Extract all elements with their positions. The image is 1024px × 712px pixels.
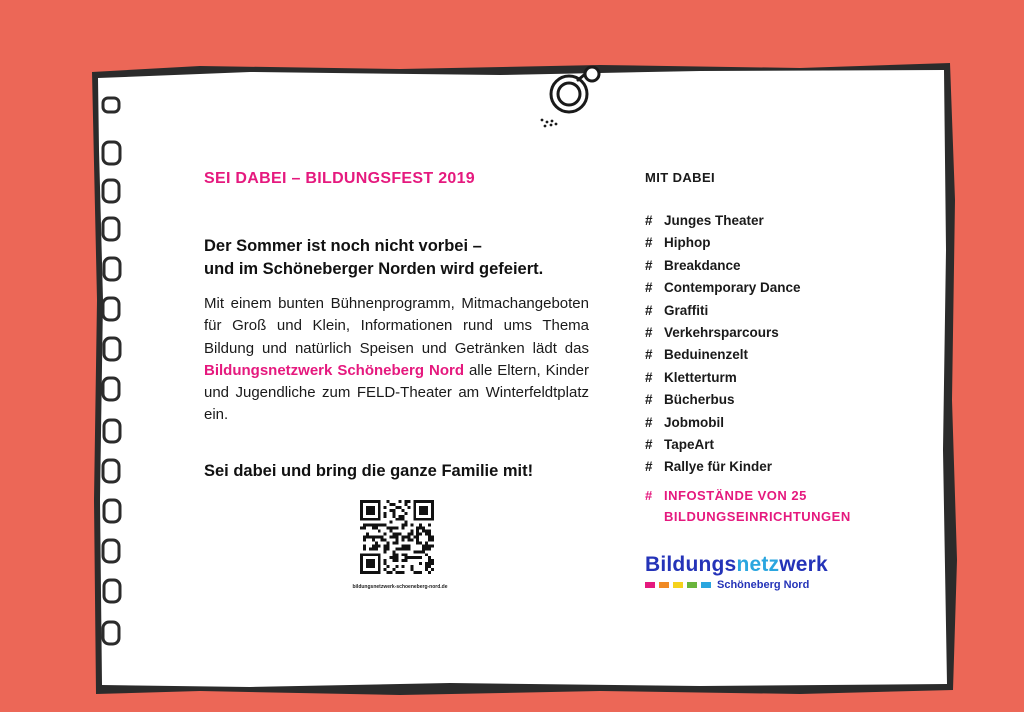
hash-icon: # <box>645 347 653 363</box>
logo-part-1: Bildungs <box>645 553 737 576</box>
hash-icon: # <box>645 213 653 228</box>
list-item-label: TapeArt <box>664 436 715 452</box>
lead-line-2: und im Schöneberger Norden wird gefeiert. <box>204 260 544 278</box>
list-item <box>645 300 801 322</box>
logo-part-3: werk <box>779 553 828 576</box>
logo-square <box>645 582 655 588</box>
hash-icon: # <box>645 324 653 340</box>
mit-dabei-title: MIT DABEI <box>645 170 716 185</box>
call-to-action: Sei dabei und bring die ganze Familie mit! <box>204 462 534 480</box>
qr-code-icon[interactable] <box>360 500 434 574</box>
list-item <box>645 456 801 478</box>
list-item <box>645 277 801 299</box>
body-paragraph <box>204 293 589 427</box>
lead-text <box>204 235 604 281</box>
hash-icon: # <box>645 280 653 296</box>
logo-subline <box>645 579 828 591</box>
logo-squares <box>645 582 711 588</box>
list-item <box>645 232 801 254</box>
list-item-label: Beduinenzelt <box>664 347 749 363</box>
list-item <box>645 367 801 389</box>
hash-icon: # <box>645 488 653 503</box>
logo-square <box>659 582 669 588</box>
logo-wordmark <box>645 553 828 577</box>
hash-icon: # <box>645 257 653 273</box>
list-item <box>645 412 801 434</box>
body-highlight: Bildungsnetzwerk Schöneberg Nord <box>204 361 464 379</box>
list-item-label: Junges Theater <box>664 213 764 228</box>
program-list <box>645 210 801 479</box>
list-item-label: Kletterturm <box>664 369 737 385</box>
hash-icon: # <box>645 302 653 318</box>
body-part-1: Mit einem bunten Bühnenprogramm, Mitmachangeboten für Groß und Klein, Informationen rund ums Thema Bildung und natürlich Speisen und Getränken lädt das <box>204 295 589 357</box>
list-item <box>645 434 801 456</box>
list-item-label: Bücherbus <box>664 392 735 408</box>
lead-line-1: Der Sommer ist noch nicht vorbei – <box>204 237 482 255</box>
logo-square <box>701 582 711 588</box>
list-item <box>645 210 801 232</box>
list-item <box>645 255 801 277</box>
list-item <box>645 389 801 411</box>
qr-url: bildungsnetzwerk-schoeneberg-nord.de <box>352 584 448 590</box>
list-item-label: Hiphop <box>664 235 711 251</box>
logo-square <box>687 582 697 588</box>
body-part-2: alle Eltern, Kinder und Jugendliche zum FELD-Theater am Winterfeldtplatz ein. <box>204 361 589 424</box>
list-item-label: Verkehrsparcours <box>664 324 779 340</box>
list-item <box>645 344 801 366</box>
logo-square <box>673 582 683 588</box>
list-item-label: Graffiti <box>664 302 709 318</box>
infostand-line-2: BILDUNGSEINRICHTUNGEN <box>664 509 851 524</box>
logo <box>645 553 828 591</box>
hash-icon: # <box>645 459 653 475</box>
hash-icon: # <box>645 369 653 385</box>
hash-icon: # <box>645 436 653 452</box>
list-item-label: Contemporary Dance <box>664 280 801 296</box>
headline: SEI DABEI – BILDUNGSFEST 2019 <box>204 170 475 187</box>
hash-icon: # <box>645 235 653 251</box>
list-item-label: Breakdance <box>664 257 741 273</box>
hash-icon: # <box>645 392 653 408</box>
logo-part-2: netz <box>736 553 780 576</box>
list-item <box>645 322 801 344</box>
hash-icon: # <box>645 414 653 430</box>
list-item-label: Rallye für Kinder <box>664 459 773 475</box>
logo-sub-text: Schöneberg Nord <box>717 579 810 591</box>
list-item-label: Jobmobil <box>664 414 724 430</box>
infostand-line-1: INFOSTÄNDE VON 25 <box>664 488 807 503</box>
infostand-item <box>645 485 851 527</box>
